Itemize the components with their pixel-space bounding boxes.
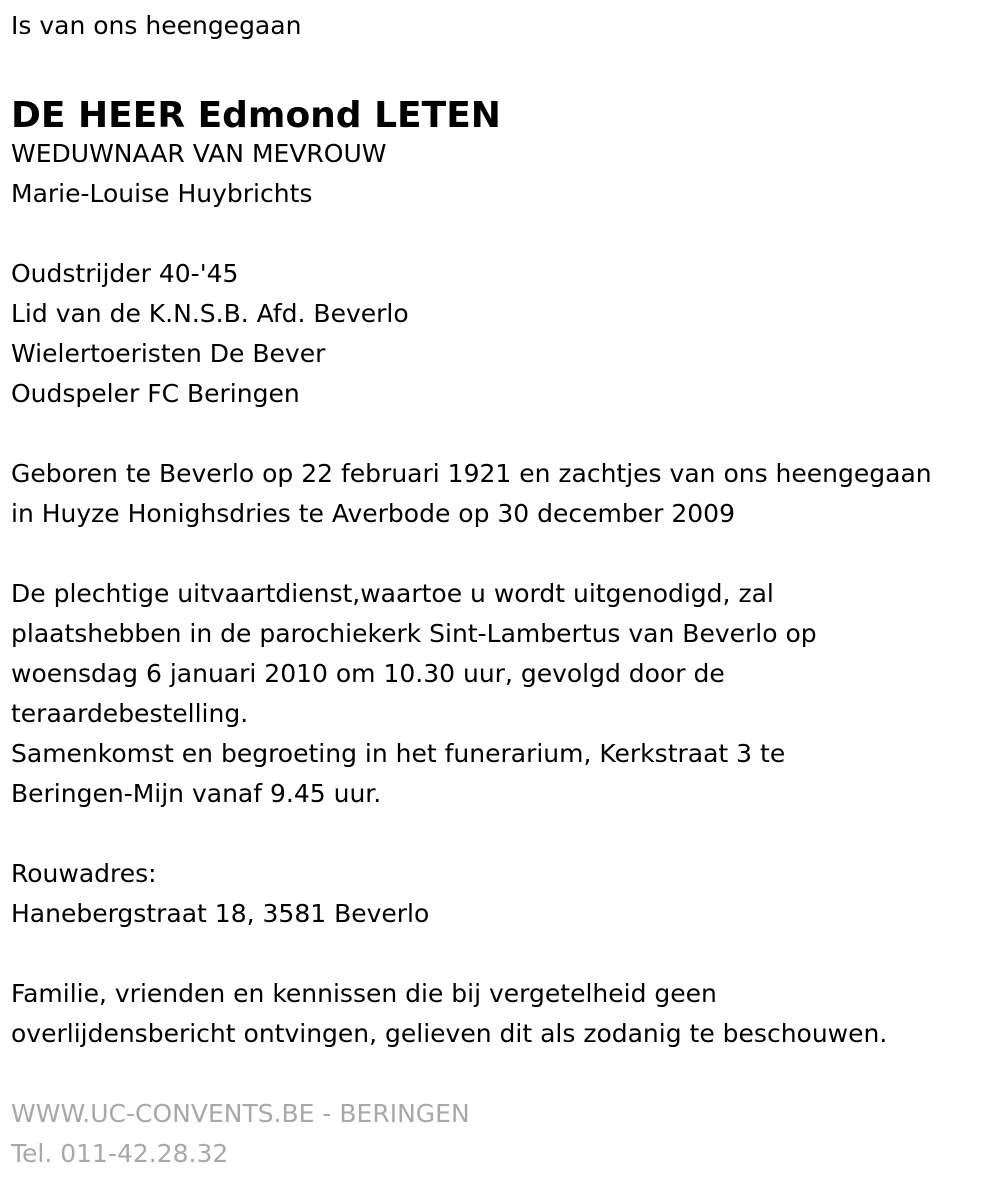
spacer (11, 814, 991, 854)
obituary-document (11, 6, 991, 1174)
spacer (11, 534, 991, 574)
spacer (11, 934, 991, 974)
paragraph-line: teraardebestelling. (11, 699, 249, 728)
mourning-address-label: Rouwadres: (11, 859, 157, 888)
footer-phone: Tel. 011-42.28.32 (11, 1139, 229, 1168)
funeral-paragraph (11, 574, 991, 814)
mourning-address-value: Hanebergstraat 18, 3581 Beverlo (11, 899, 430, 928)
affiliation-item: Lid van de K.N.S.B. Afd. Beverlo (11, 299, 409, 328)
affiliation-item: Oudstrijder 40-'45 (11, 259, 239, 288)
spacer (11, 414, 991, 454)
notice-paragraph (11, 974, 991, 1054)
affiliation-item: Wielertoeristen De Bever (11, 339, 326, 368)
spouse-name: Marie-Louise Huybrichts (11, 179, 313, 208)
deceased-name: DE HEER Edmond LETEN (11, 95, 501, 136)
paragraph-line: Samenkomst en begroeting in het funerarium, Kerkstraat 3 te (11, 739, 786, 768)
paragraph-line: plaatshebben in de parochiekerk Sint-Lambertus van Beverlo op (11, 619, 817, 648)
affiliations-list (11, 254, 991, 414)
intro-text: Is van ons heengegaan (11, 11, 302, 40)
paragraph-line: Beringen-Mijn vanaf 9.45 uur. (11, 779, 382, 808)
spacer (11, 1054, 991, 1094)
affiliation-item: Oudspeler FC Beringen (11, 379, 300, 408)
spouse-title: WEDUWNAAR VAN MEVROUW (11, 139, 387, 168)
footer-website: WWW.UC-CONVENTS.BE - BERINGEN (11, 1099, 470, 1128)
footer (11, 1094, 991, 1174)
spacer (11, 46, 991, 86)
paragraph-line: woensdag 6 januari 2010 om 10.30 uur, gevolgd door de (11, 659, 725, 688)
paragraph-line: overlijdensbericht ontvingen, gelieven dit als zodanig te beschouwen. (11, 1019, 888, 1048)
paragraph-line: in Huyze Honighsdries te Averbode op 30 december 2009 (11, 499, 735, 528)
paragraph-line: De plechtige uitvaartdienst,waartoe u wordt uitgenodigd, zal (11, 579, 774, 608)
spacer (11, 214, 991, 254)
birth-death-paragraph (11, 454, 991, 534)
mourning-address (11, 854, 991, 934)
paragraph-line: Geboren te Beverlo op 22 februari 1921 en zachtjes van ons heengegaan (11, 459, 932, 488)
paragraph-line: Familie, vrienden en kennissen die bij vergetelheid geen (11, 979, 717, 1008)
